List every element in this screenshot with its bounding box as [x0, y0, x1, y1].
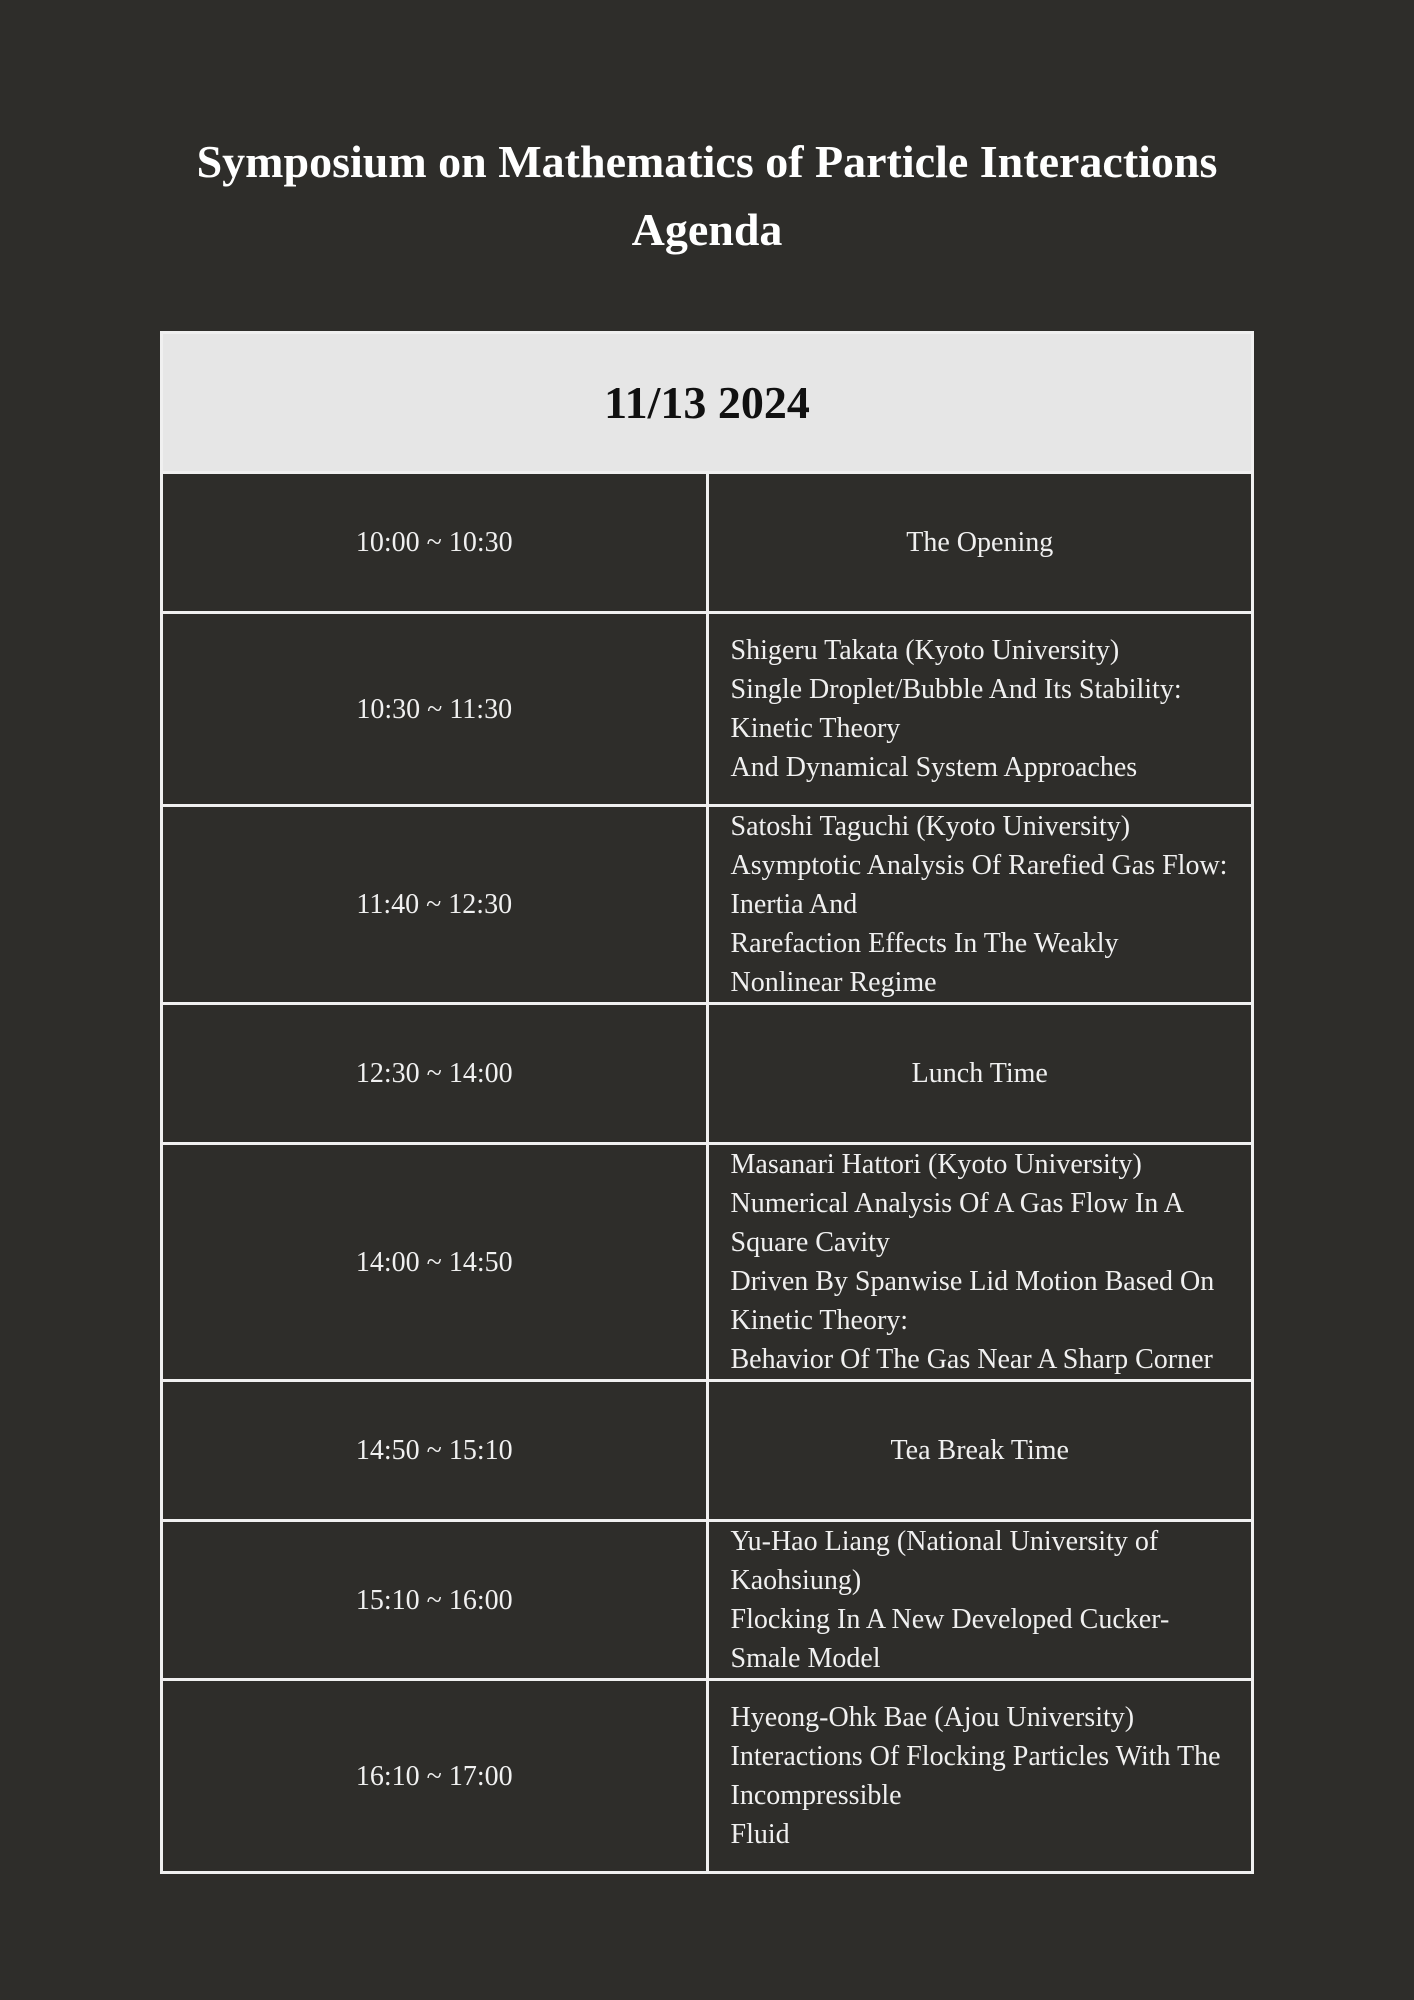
agenda-row — [162, 1381, 1253, 1521]
time-cell: 14:00 ~ 14:50 — [162, 1144, 708, 1381]
talk-cell — [707, 1680, 1253, 1873]
talk-cell — [707, 613, 1253, 806]
time-cell: 11:40 ~ 12:30 — [162, 806, 708, 1004]
talk-title: Flocking In A New Developed Cucker-Smale Model — [730, 1604, 1170, 1674]
event-cell: The Opening — [707, 473, 1253, 613]
agenda-row — [162, 806, 1253, 1004]
speaker: Satoshi Taguchi (Kyoto University) — [730, 811, 1131, 842]
talk-title: And Dynamical System Approaches — [730, 752, 1138, 783]
talk-cell — [707, 806, 1253, 1004]
page-title — [0, 128, 1414, 264]
agenda-table — [160, 331, 1254, 1874]
time-cell: 16:10 ~ 17:00 — [162, 1680, 708, 1873]
speaker: Hyeong-Ohk Bae (Ajou University) — [730, 1702, 1135, 1733]
speaker: Shigeru Takata (Kyoto University) — [730, 635, 1120, 666]
date-cell — [162, 333, 1253, 473]
agenda-row — [162, 613, 1253, 806]
time-cell: 15:10 ~ 16:00 — [162, 1521, 708, 1680]
agenda-row — [162, 1144, 1253, 1381]
page-title-line1: Symposium on Mathematics of Particle Interactions — [196, 136, 1218, 187]
date-label: 11/13 2024 — [604, 377, 810, 428]
speaker: Masanari Hattori (Kyoto University) — [730, 1149, 1142, 1180]
talk-title: Interactions Of Flocking Particles With The Incompressible — [730, 1741, 1221, 1811]
speaker: Yu-Hao Liang (National University of Kaohsiung) — [730, 1526, 1159, 1596]
time-cell: 14:50 ~ 15:10 — [162, 1381, 708, 1521]
time-cell: 10:00 ~ 10:30 — [162, 473, 708, 613]
talk-title: Rarefaction Effects In The Weakly Nonlinear Regime — [730, 928, 1119, 998]
talk-cell — [707, 1521, 1253, 1680]
talk-title: Driven By Spanwise Lid Motion Based On Kinetic Theory: — [730, 1266, 1215, 1336]
talk-title: Behavior Of The Gas Near A Sharp Corner — [730, 1344, 1213, 1375]
talk-title: Numerical Analysis Of A Gas Flow In A Square Cavity — [730, 1188, 1183, 1258]
page-title-line2: Agenda — [631, 204, 783, 255]
event-cell: Tea Break Time — [707, 1381, 1253, 1521]
date-row — [162, 333, 1253, 473]
agenda-row — [162, 473, 1253, 613]
agenda-row — [162, 1004, 1253, 1144]
talk-title: Fluid — [730, 1819, 790, 1850]
talk-title: Asymptotic Analysis Of Rarefied Gas Flow: Inertia And — [730, 850, 1228, 920]
event-cell: Lunch Time — [707, 1004, 1253, 1144]
talk-cell — [707, 1144, 1253, 1381]
time-cell: 12:30 ~ 14:00 — [162, 1004, 708, 1144]
talk-title: Single Droplet/Bubble And Its Stability: Kinetic Theory — [730, 674, 1182, 744]
agenda-row — [162, 1680, 1253, 1873]
time-cell: 10:30 ~ 11:30 — [162, 613, 708, 806]
agenda-row — [162, 1521, 1253, 1680]
